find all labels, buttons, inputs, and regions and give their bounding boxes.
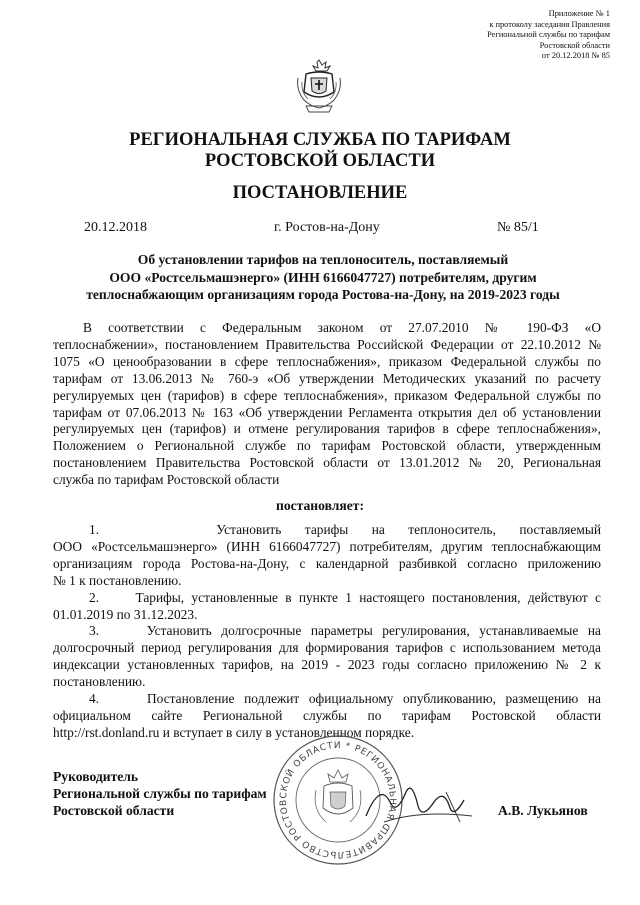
appendix-line: к протоколу заседания Правления xyxy=(489,19,610,29)
preamble-line: 1075 «О ценообразовании в сфере теплоснабжения», приказом Федеральной службы по xyxy=(53,353,601,369)
clause-1-line: № 1 к постановлению. xyxy=(53,572,182,588)
clause-3-line: 3. Установить долгосрочные параметры регулирования, устанавливаемые на xyxy=(89,623,601,639)
subject-line: теплоснабжающим организациям города Ростова-на-Дону, на 2019-2023 годы xyxy=(86,287,560,302)
appendix-line: Региональной службы по тарифам xyxy=(487,30,610,40)
signatory-name: А.В. Лукьянов xyxy=(498,803,588,818)
clause-1-line: 1. Установить тарифы на теплоноситель, поставляемый xyxy=(89,522,601,537)
document-date: 20.12.2018 xyxy=(84,220,147,235)
preamble-line: постановлением Правительства Ростовской области от 13.01.2012 № 20, Региональная xyxy=(53,455,601,471)
preamble-line: служба по тарифам Ростовской области xyxy=(53,472,280,488)
signatory-role-line: Региональной службы по тарифам xyxy=(53,786,267,801)
subject-line: ООО «Ростсельмашэнерго» (ИНН 6166047727) потребителям, другим xyxy=(109,269,537,285)
document-number: № 85/1 xyxy=(497,220,539,235)
signatory-role xyxy=(53,768,267,819)
handwritten-signature-icon xyxy=(360,772,480,832)
agency-name-line1: РЕГИОНАЛЬНАЯ СЛУЖБА ПО ТАРИФАМ xyxy=(129,130,511,150)
subject-line: Об установлении тарифов на теплоноситель, поставляемый xyxy=(137,252,509,267)
clause-4-line: официальном сайте Региональной службы по тарифам Ростовской области xyxy=(53,707,601,723)
seal-text: ПРАВИТЕЛЬСТВО РОСТОВСКОЙ ОБЛАСТИ * РЕГИОНАЛЬНАЯ СЛУЖБА xyxy=(278,740,398,860)
coat-of-arms-icon xyxy=(294,56,344,116)
document-city: г. Ростов-на-Дону xyxy=(274,220,380,235)
clause-1-line: ООО «Ростсельмашэнерго» (ИНН 6166047727) потребителям, другим теплоснабжающим xyxy=(53,538,601,554)
clauses-list xyxy=(53,522,601,742)
decree-word: постановляет: xyxy=(276,498,364,513)
signatory-role-line: Руководитель xyxy=(53,769,139,784)
clause-3-line: индексации установленных тарифов, на 2019 - 2023 годы согласно приложению № 2 к xyxy=(53,657,601,673)
preamble-line: Положением о Региональной службе по тарифам Ростовской области, утвержденным xyxy=(53,438,601,454)
appendix-line: от 20.12.2018 № 85 xyxy=(541,51,610,61)
appendix-line: Ростовской области xyxy=(539,40,610,50)
preamble-line: регулируемых цен (тарифов) и отмене регулирования тарифов в сфере теплоснабжения», xyxy=(53,421,601,437)
clause-2-line: 01.01.2019 по 31.12.2023. xyxy=(53,606,198,622)
appendix-note xyxy=(430,9,610,62)
preamble-line: тарифам от 13.06.2013 № 760-э «Об утверждении Методических указаний по расчету xyxy=(53,370,601,386)
preamble-line: тарифам от 07.06.2013 № 163 «Об утверждении Регламента открытия дел об установлении xyxy=(53,404,601,420)
clause-1-line: организациям города Ростова-на-Дону, с календарной разбивкой согласно приложению xyxy=(53,555,601,571)
agency-name-line2: РОСТОВСКОЙ ОБЛАСТИ xyxy=(204,151,436,171)
preamble-line: теплоснабжении», постановлением Правительства Российской Федерации от 22.10.2012 № xyxy=(53,336,601,352)
document-type: ПОСТАНОВЛЕНИЕ xyxy=(232,183,408,203)
clause-2-line: 2. Тарифы, установленные в пункте 1 настоящего постановления, действуют с xyxy=(89,589,601,605)
document-subject xyxy=(40,251,606,304)
appendix-line: Приложение № 1 xyxy=(548,9,610,18)
preamble-paragraph xyxy=(53,320,601,489)
preamble-line: регулируемых цен (тарифов) в сфере теплоснабжения», приказом Федеральной службы по xyxy=(53,387,601,403)
clause-3-line: постановлению. xyxy=(53,674,146,690)
clause-4-line: 4. Постановление подлежит официальному опубликованию, размещению на xyxy=(89,691,601,707)
clause-4-line: http://rst.donland.ru и вступает в силу в установленном порядке. xyxy=(53,724,415,740)
preamble-line: В соответствии с Федеральным законом от 27.07.2010 № 190-ФЗ «О xyxy=(83,320,601,335)
clause-3-line: долгосрочный период регулирования для формирования тарифов с использованием метода xyxy=(53,640,601,656)
signatory-role-line: Ростовской области xyxy=(53,803,175,818)
